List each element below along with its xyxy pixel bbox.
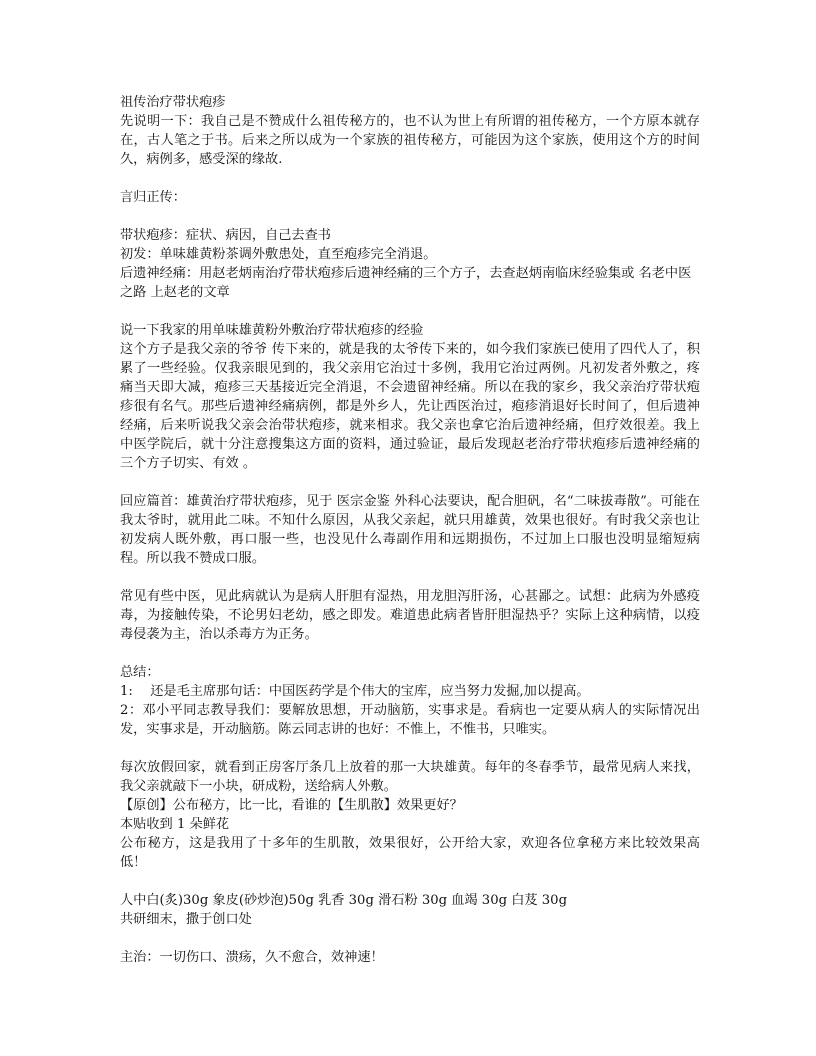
source-paragraph: 回应篇首：雄黄治疗带状疱疹，见于 医宗金鉴 外科心法要诀，配合胆矾，名“二味拔毒散”。可能在我太爷时，就用此二味。不知什么原因，从我父亲起，就只用雄黄，效果也很好。有时我父亲也让初发病人既外敷，再口服一些，也没见什么毒副作用和远期损伤，不过加上口服也没明显缩短病程。所以我不赞成口服。 (120, 494, 700, 566)
formula-preparation: 共研细末，撒于创口处 (120, 912, 252, 927)
spacer (120, 872, 700, 891)
spacer (120, 473, 700, 492)
summary-heading: 总结： (120, 665, 160, 680)
formula-ingredients: 人中白(炙)30g 象皮(砂炒泡)50g 乳香 30g 滑石粉 30g 血竭 30g 白芨 30g (120, 893, 568, 908)
summary-item-1: 1: 还是毛主席那句话：中国医药学是个伟大的宝库，应当努力发掘,加以提高。 (120, 684, 590, 699)
intro-line-symptoms: 带状疱疹：症状、病因，自己去查书 (120, 228, 331, 243)
critique-paragraph: 常见有些中医，见此病就认为是病人肝胆有湿热，用龙胆泻肝汤，心甚鄙之。试想：此病为外感疫毒，为接触传染，不论男妇老幼，感之即发。难道患此病者皆肝胆湿热乎？实际上这种病情，以疫毒侵袭为主，治以杀毒方为正务。 (120, 589, 700, 642)
experience-paragraph: 这个方子是我父亲的爷爷 传下来的，就是我的太爷传下来的，如今我们家族已使用了四代人了，积累了一些经验。仅我亲眼见到的，我父亲用它治过十多例，我用它治过两例。凡初发者外敷之，疼痛当天即大减，疱疹三天基接近完全消退，不会遗留神经痛。所以在我的家乡，我父亲治疗带状疱疹很有名气。那些后遗神经痛病例，都是外乡人，先让西医治过，疱疹消退好长时间了，但后遗神经痛，后来听说我父亲会治带状疱疹，就来相求。我父亲也拿它治后遗神经痛，但疗效很差。我上中医学院后，就十分注意搜集这方面的资料，通过验证，最后发现赵老治疗带状疱疹后遗神经痛的三个方子切实、有效 。 (120, 342, 700, 471)
spacer (120, 169, 700, 188)
spacer (120, 739, 700, 758)
original-post-title: 【原创】公布秘方，比一比，看谁的【生肌散】效果更好？ (120, 798, 463, 813)
flower-count-line: 本贴收到 1 朵鲜花 (120, 817, 230, 832)
intro-line-neuralgia: 后遗神经痛：用赵老炳南治疗带状疱疹后遗神经痛的三个方子，去查赵炳南临床经验集或 名老中医之路 上赵老的文章 (120, 266, 692, 300)
preface-paragraph: 先说明一下：我自己是不赞成什么祖传秘方的，也不认为世上有所谓的祖传秘方，一个方原本就存在，古人笔之于书。后来之所以成为一个家族的祖传秘方，可能因为这个家族，使用这个方的时间久，病例多，感受深的缘故. (120, 114, 700, 167)
spacer (120, 644, 700, 663)
document-title: 祖传治疗带状疱疹 (120, 95, 226, 110)
spacer (120, 568, 700, 587)
summary-item-2: 2：邓小平同志教导我们：要解放思想，开动脑筋，实事求是。看病也一定要从病人的实际情况出发，实事求是，开动脑筋。陈云同志讲的也好：不惟上，不惟书，只唯实。 (120, 703, 700, 737)
spacer (120, 207, 700, 226)
intro-line-initial-treatment: 初发：单味雄黄粉茶调外敷患处，直至疱疹完全消退。 (120, 247, 437, 262)
document-page (120, 93, 700, 967)
indication-line: 主治：一切伤口、溃疡，久不愈合，效神速！ (120, 950, 384, 965)
announce-paragraph: 公布秘方，这是我用了十多年的生肌散，效果很好，公开给大家，欢迎各位拿秘方来比较效果高低！ (120, 836, 700, 870)
back-to-topic-line: 言归正传： (120, 190, 186, 205)
holiday-paragraph: 每次放假回家，就看到正房客厅条几上放着的那一大块雄黄。每年的冬春季节，最常见病人来找，我父亲就敲下一小块，研成粉，送给病人外敷。 (120, 760, 700, 794)
experience-heading: 说一下我家的用单味雄黄粉外敷治疗带状疱疹的经验 (120, 323, 424, 338)
spacer (120, 929, 700, 948)
spacer (120, 302, 700, 321)
